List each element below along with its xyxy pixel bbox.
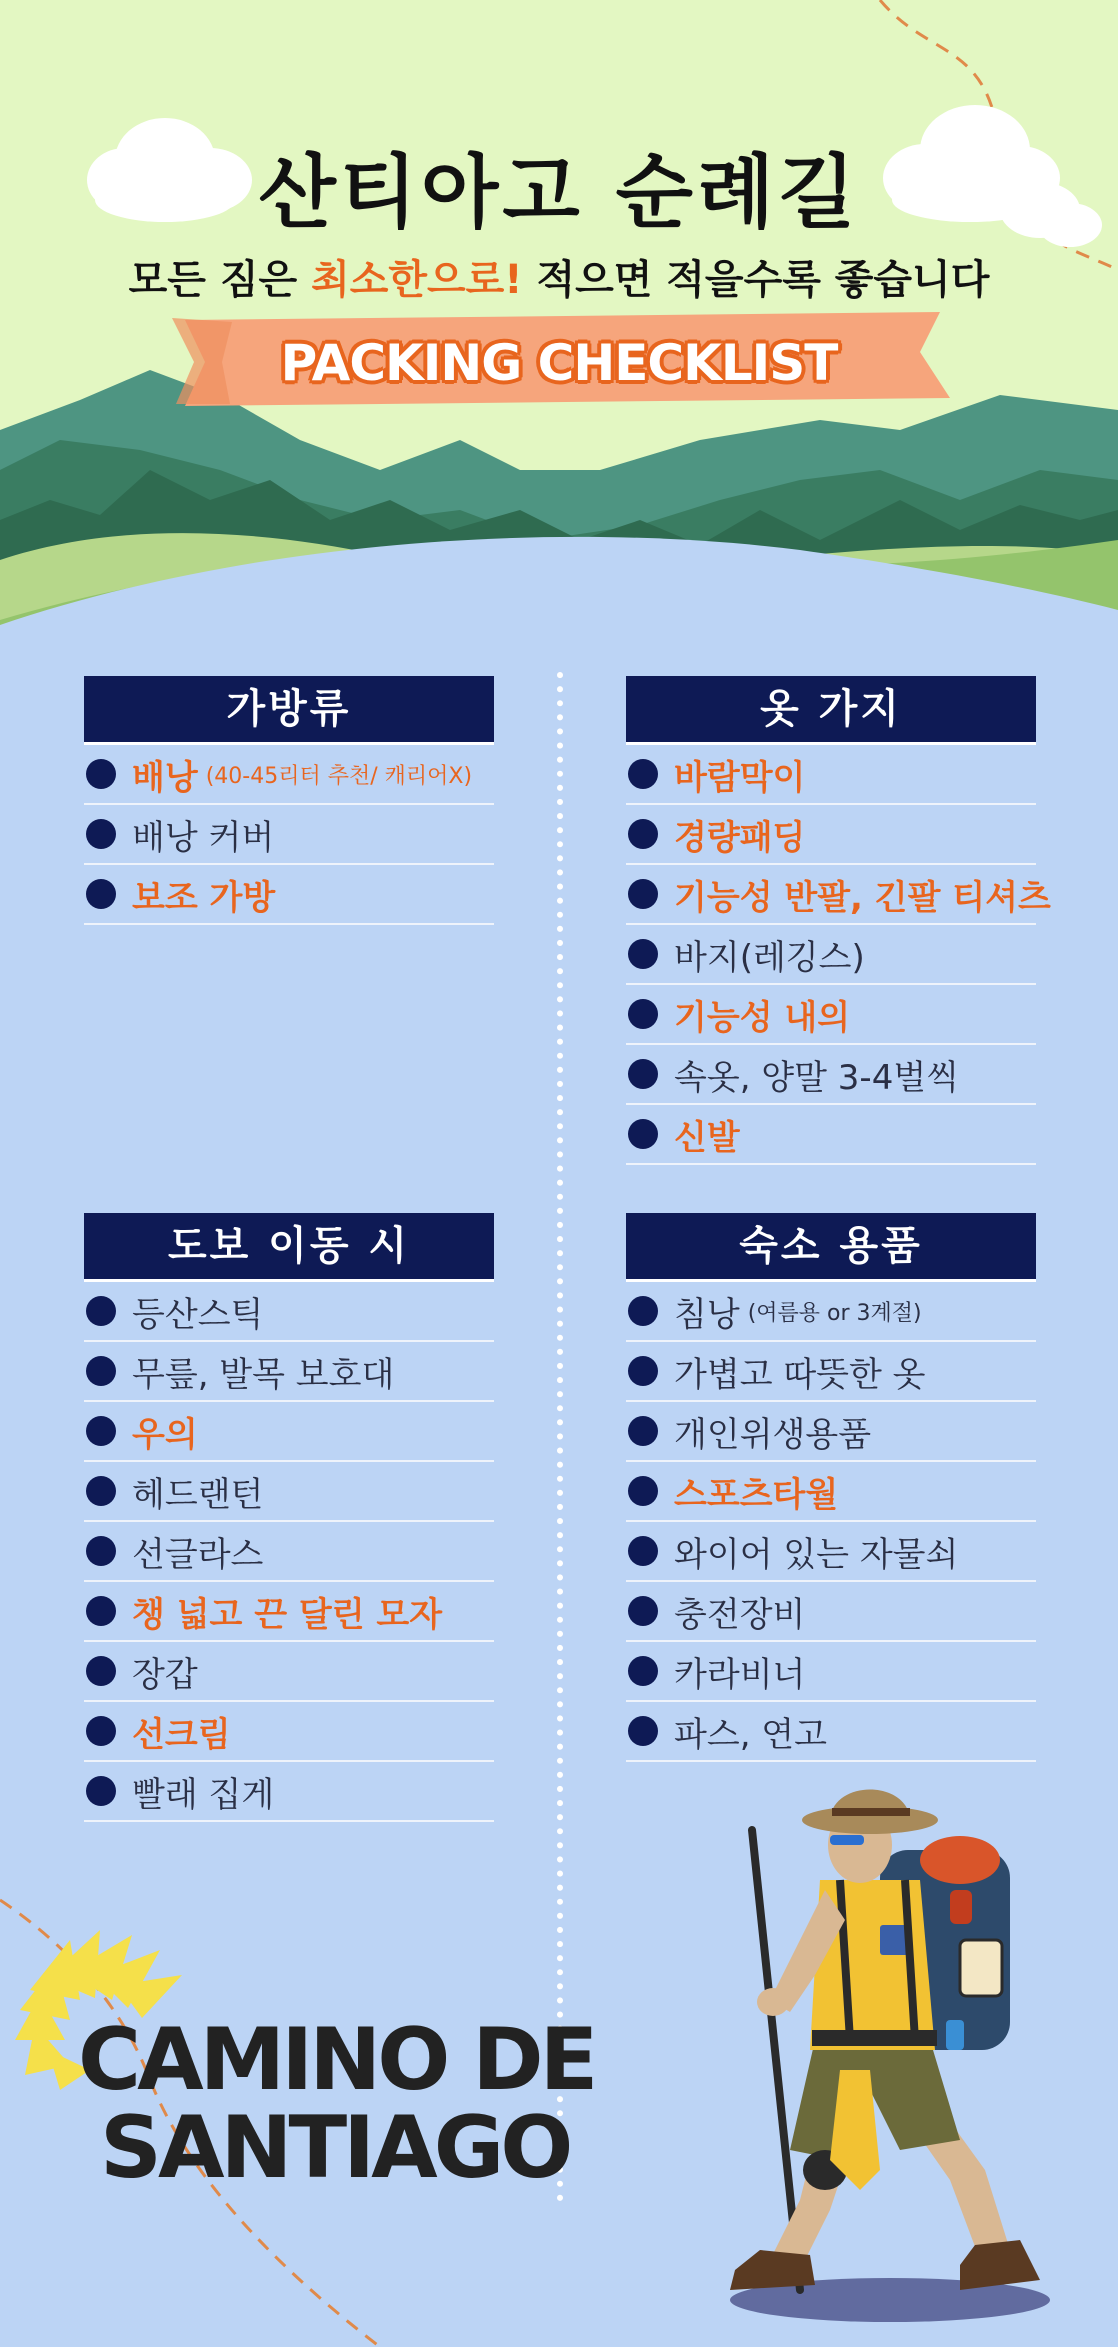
section-lodging (626, 1213, 1036, 1762)
item-label: 보조 가방 (132, 877, 276, 918)
checklist-item (84, 805, 494, 865)
item-label: 선크림 (132, 1714, 231, 1755)
item-label: 개인위생용품 (674, 1414, 872, 1455)
item-label: 기능성 내의 (674, 997, 851, 1038)
subtitle-highlight: 최소한으로! (311, 257, 523, 303)
checklist-item (626, 1282, 1036, 1342)
item-label: 스포츠타월 (674, 1474, 839, 1515)
section-header: 숙소 용품 (626, 1213, 1036, 1282)
item-label: 챙 넓고 끈 달린 모자 (132, 1594, 443, 1635)
item-label: 바지(레깅스) (674, 937, 865, 978)
checklist-item (84, 1462, 494, 1522)
item-label: 등산스틱 (132, 1294, 264, 1335)
bullet-icon (628, 1356, 658, 1386)
bullet-icon (628, 1476, 658, 1506)
bullet-icon (86, 879, 116, 909)
item-label: 우의 (132, 1414, 198, 1455)
bullet-icon (628, 1416, 658, 1446)
bullet-icon (86, 1536, 116, 1566)
checklist-item (84, 1522, 494, 1582)
bullet-icon (86, 1416, 116, 1446)
checklist-item (626, 1402, 1036, 1462)
item-label: 장갑 (132, 1654, 198, 1695)
subtitle-part1: 모든 짐은 (128, 257, 312, 303)
checklist-item (626, 1702, 1036, 1762)
item-label: 가볍고 따뜻한 옷 (674, 1354, 926, 1395)
bullet-icon (628, 1536, 658, 1566)
item-label: 기능성 반팔, 긴팔 티셔츠 (674, 877, 1051, 918)
section-walking (84, 1213, 494, 1822)
item-label: 침낭 (674, 1294, 740, 1335)
item-note: (40-45리터 추천/ 캐리어X) (205, 763, 473, 789)
item-label: 바람막이 (674, 757, 806, 798)
bullet-icon (628, 939, 658, 969)
checklist-item (626, 745, 1036, 805)
item-label: 빨래 집게 (132, 1774, 275, 1815)
checklist-item (84, 1642, 494, 1702)
checklist-item (626, 865, 1051, 925)
item-label: 경량패딩 (674, 817, 806, 858)
bullet-icon (628, 1656, 658, 1686)
checklist-item (626, 1045, 1036, 1105)
bullet-icon (628, 1716, 658, 1746)
item-label: 헤드랜턴 (132, 1474, 264, 1515)
bullet-icon (628, 1296, 658, 1326)
item-label: 와이어 있는 자물쇠 (674, 1534, 959, 1575)
item-label: 배낭 (132, 757, 198, 798)
logo-line-2: SANTIAGO (100, 2098, 570, 2198)
bullet-icon (628, 1059, 658, 1089)
bullet-icon (86, 1596, 116, 1626)
bullet-icon (628, 879, 658, 909)
logo-line-1: CAMINO DE (78, 2010, 595, 2110)
bullet-icon (86, 1776, 116, 1806)
checklist-item (626, 805, 1036, 865)
checklist-item (84, 865, 494, 925)
checklist-item (84, 1342, 494, 1402)
checklist-item (626, 1642, 1036, 1702)
item-label: 충전장비 (674, 1594, 806, 1635)
item-label: 무릎, 발목 보호대 (132, 1354, 395, 1395)
checklist-item (626, 1105, 1036, 1165)
section-header: 도보 이동 시 (84, 1213, 494, 1282)
item-label: 배낭 커버 (132, 817, 275, 858)
section-clothes (626, 676, 1051, 1165)
bullet-icon (86, 1356, 116, 1386)
bullet-icon (86, 819, 116, 849)
bullet-icon (86, 1656, 116, 1686)
bullet-icon (628, 819, 658, 849)
checklist-item (626, 1462, 1036, 1522)
item-label: 신발 (674, 1117, 740, 1158)
bullet-icon (628, 759, 658, 789)
section-header: 옷 가지 (626, 676, 1036, 745)
bullet-icon (628, 999, 658, 1029)
checklist-item (84, 745, 494, 805)
checklist-item (626, 925, 1036, 985)
bullet-icon (628, 1596, 658, 1626)
page-subtitle (0, 248, 1118, 305)
checklist-item (84, 1702, 494, 1762)
page-title: 산티아고 순례길 (258, 146, 860, 239)
checklist-item (626, 1342, 1036, 1402)
bullet-icon (86, 759, 116, 789)
banner-label: PACKING CHECKLIST (280, 334, 838, 392)
item-label: 선글라스 (132, 1534, 264, 1575)
checklist-item (626, 1582, 1036, 1642)
item-note: (여름용 or 3계절) (747, 1300, 922, 1326)
subtitle-part2: 적으면 적을수록 좋습니다 (522, 257, 990, 303)
checklist-item (84, 1402, 494, 1462)
checklist-item (626, 1522, 1036, 1582)
checklist-item (626, 985, 1036, 1045)
item-label: 파스, 연고 (674, 1714, 827, 1755)
checklist-item (84, 1762, 494, 1822)
bullet-icon (86, 1716, 116, 1746)
bullet-icon (86, 1296, 116, 1326)
item-label: 속옷, 양말 3-4벌씩 (674, 1057, 960, 1098)
checklist-item (84, 1282, 494, 1342)
item-label: 카라비너 (674, 1654, 806, 1695)
bullet-icon (628, 1119, 658, 1149)
checklist-item (84, 1582, 494, 1642)
section-header: 가방류 (84, 676, 494, 745)
bullet-icon (86, 1476, 116, 1506)
section-bags (84, 676, 494, 925)
